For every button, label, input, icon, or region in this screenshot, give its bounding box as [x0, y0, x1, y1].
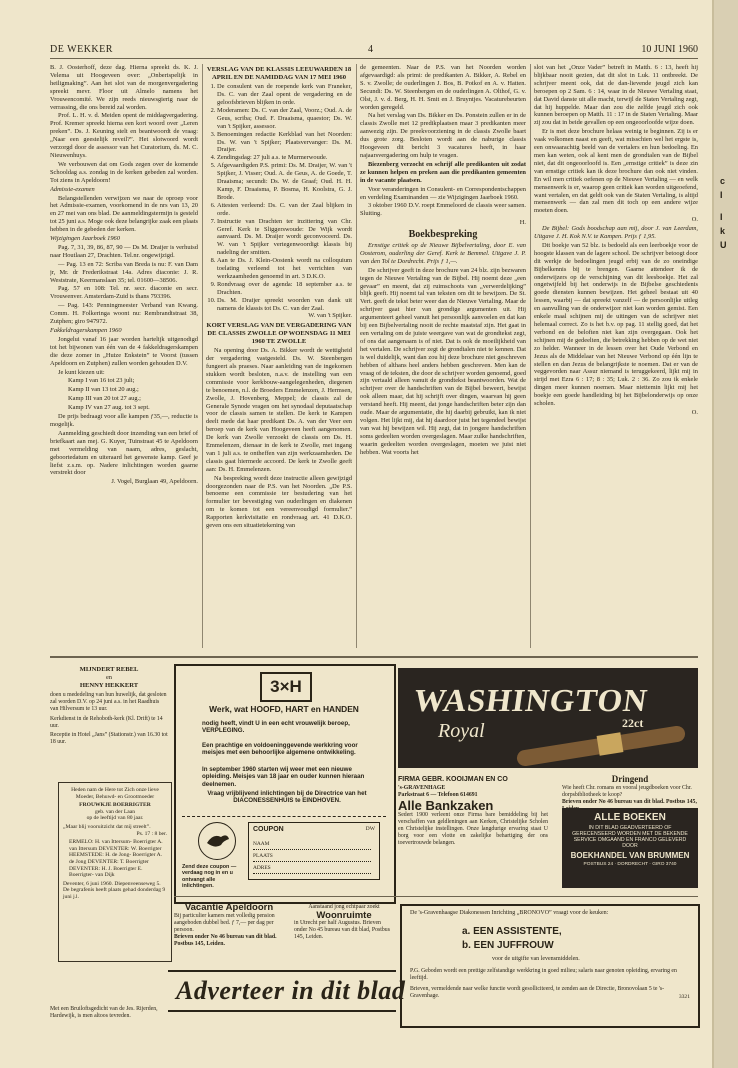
- coupon-box[interactable]: [248, 822, 380, 880]
- ad-text: in Utrecht per half Augustus. Brieven onder No 45 bureau van dit blad, Postbus 145, Leiden.: [294, 920, 390, 940]
- death-notice: [58, 782, 172, 962]
- funeral-note: De begrafenis heeft plaats gehad donderdag 9 juni j.l.: [63, 887, 166, 900]
- firm-city: 's-GRAVENHAGE: [398, 785, 446, 791]
- verslag-list: [206, 83, 352, 312]
- ad-divider: [174, 896, 698, 897]
- article-text: De prijs bedraagt voor alle kampen ƒ35,—, reductie is mogelijk.: [50, 413, 198, 428]
- article-text: Pag. 57 en 108: Tel. nr. secr. diaconie en secr. Vrouwenver. Amsterdam-Zuid is thans 793396.: [50, 285, 198, 301]
- list-item: 10. Ds. M. Draijer spreekt woorden van dank uit namens de klassis tot Ds. C. van der Zaal.: [217, 297, 352, 313]
- signature: O.: [691, 408, 698, 416]
- firm-name: FIRMA GEBR. KOOIJMAN EN CO: [398, 776, 508, 783]
- place-date: Deventer, 6 juni 1960. Diepenveenseweg 5.: [63, 880, 161, 887]
- ad-reply: Brieven, vermeldende naar welke functie wordt gesolliciteerd, te zenden aan de Directie, Bronovolaan 5 te 's-Gravenhage.: [410, 986, 665, 999]
- article-text: Na het verslag van Ds. Bikker en Ds. Ponstein zullen er in de classis Zwolle met 12 predikplaatsen maar 3 predikanten meer aanwezig zijn. De preekvoorziening in de classis Zwolle baart dus grote zorg. Besloten wordt aan de naburige classis Hoogeveen dit bericht 3 vacatures heeft, in haar najaarsvergadering om hulp te vragen.: [360, 112, 526, 159]
- article-text: 3 oktober 1960 D.V. roept Emmeloord de classis weer samen. Sluiting.: [360, 202, 526, 218]
- vacancy-b: b. EEN JUFFROUW: [462, 940, 554, 951]
- family-list: ERMELO: H. van Ittersum- Boerrigter A. van Ittersum DEVENTER: W. Boerrigter HEEMSTEDE: H. de Jong- Boerrigter A. de Jong DEVENTER: T. Boerrigter DEVENTER: H. J. Boerrigter E. Boerrigter- van Dijk: [69, 839, 163, 879]
- article-text: Voor veranderingen in Consulent- en Correspondentschappen en verdeling Examinanden — zie Wijzigingen Jaarboek 1960.: [360, 185, 526, 201]
- announcement-text: doen u mededeling van hun huwelijk, dat gesloten zal worden D.V. op 24 juni a.s. in het Raadhuis van Hilversum te 13 uur.: [50, 692, 167, 713]
- kamp-item: Kamp III van 20 tot 27 aug.;: [68, 395, 141, 403]
- notice-intro: Heden nam de Here tot Zich onze lieve Moeder, Behuwd- en Grootmoeder: [71, 787, 159, 800]
- coupon-field-name[interactable]: NAAM: [253, 841, 371, 850]
- column-divider: [202, 64, 203, 648]
- ad-title: Alle Bankzaken: [398, 798, 494, 813]
- bronovo-job-ad: [400, 904, 700, 1028]
- article-heading: VERSLAG VAN DE KLASSIS LEEUWARDEN 18 APRIL EN DE NAMIDDAG VAN 17 MEI 1960: [206, 66, 352, 81]
- section-divider: [50, 656, 698, 658]
- washington-cigar-ad: [398, 668, 698, 768]
- ad-code: 3321: [678, 994, 690, 1000]
- ad-title: Woonruimte: [316, 910, 372, 921]
- edge-letter: k: [720, 226, 726, 236]
- page-header: [50, 44, 698, 59]
- column-1: [50, 64, 198, 654]
- article-text: Pag. 7, 31, 39, 86, 87, 90 — Ds M. Draijer is verhuisd naar Houtlaan 27, Drachten. Tel.nr. ongewijzigd.: [50, 243, 198, 259]
- product-name: Royal: [438, 720, 485, 742]
- ad-text: Wie heeft Chr. romans en vooral jeugdboeken voor Chr. dorpsbibliotheek te koop?: [562, 785, 692, 798]
- article-text: Jongelui vanaf 16 jaar worden hartelijk uitgenodigd tot het bijwonen van één van de 4 fakkeldragerskampen die deze zomer in „Huize Enkstein” te Voorst (tussen Apeldoorn en Zutphen) zullen worden gehouden D.V.: [50, 335, 198, 367]
- advertise-slogan: Adverteer in dit blad: [176, 976, 406, 1005]
- maiden-name: geb. van der Laan: [94, 808, 136, 815]
- wedding-poem-ad: Met een Bruiloftsgedicht van de Jes. Rijerden, Hardewijk, is men altoos tevreden.: [50, 1006, 158, 1019]
- list-item: 6. Attesten verleend: Ds. C. van der Zaal blijken in orde.: [217, 202, 352, 218]
- ad-paragraph: Een prachtige en voldoeninggevende werkkring voor meisjes met een behoorlijke algemene ontwikkeling.: [202, 742, 358, 757]
- column-3: [360, 64, 526, 654]
- cigar-band: [597, 732, 624, 756]
- signature: O.: [691, 216, 698, 224]
- article-text: Aanmelding geschiedt door inzending van een brief of briefkaart aan mej. G. Kuyer, Tuinstraat 45 te Apeldoorn met vermelding van naam, adres, geslacht, geboortedatum en uiteraard het gewenste kamp. Geef je liefst z.s.m. op. Nadere inlichtingen worden gaarne verstrekt door: [50, 429, 198, 477]
- section-heading: Fakkeldragerskampen 1960: [50, 327, 122, 334]
- ad-intro: Aanstaand jong echtpaar zoekt: [308, 904, 380, 910]
- age: op de leeftijd van 80 jaar.: [86, 815, 144, 822]
- list-item: 8. Aan te Ds. J. Klein-Oostenk wordt na colloquium toelating verleend tot het verrichten van werkzaamheden genoemd in art. 3 D.K.O.: [217, 257, 352, 281]
- edge-letter: I: [720, 212, 723, 222]
- ad-title: Dringend: [611, 774, 649, 784]
- bank-ad: [398, 776, 548, 888]
- list-item: 1. De consulent van de roepende kerk van Franeker, Ds. C. van der Zaal opent de vergadering en de geloofsbrieven blijken in orde.: [217, 83, 352, 107]
- ad-subtitle: nodig heeft, vindt U in een echt vrouwelijk beroep, VERPLEGING.: [202, 720, 350, 735]
- column-2: [206, 64, 352, 652]
- edge-letter: c: [720, 176, 726, 186]
- column-divider: [356, 64, 357, 648]
- bookshop-address: POSTBUS 24 · DORDRECHT · GIRO 3740: [583, 862, 677, 867]
- coupon-label: COUPON: [253, 826, 284, 833]
- vacancy-purpose: voor de uitgifte van levensmiddelen.: [492, 956, 580, 962]
- nursing-ad: [174, 664, 396, 904]
- ad-paragraph: Vraag vrijblijvend inlichtingen bij de Directrice van het DIACONESSENHUIS te EINDHOVEN.: [207, 790, 367, 805]
- housing-ad: [294, 904, 394, 941]
- deceased-name: FROUWKJE BOERRIGTER: [79, 802, 151, 809]
- section-heading: Wijzigingen Jaarboek 1960: [50, 235, 120, 243]
- reception: Receptie in Hotel „Jans” (Stationstr.) van 16.30 tot 18 uur.: [50, 732, 168, 746]
- wedding-announcement: [50, 664, 168, 772]
- ad-text: P.G. Geboden wordt een prettige zelfstandige werkkring in goed milieu; salaris naar genoten opleiding, ervaring en leeftijd.: [410, 968, 677, 981]
- article-text: Dit boekje van 52 blz. is bedoeld als een leerboekje voor de hoogste klassen van de lagere school. De schrijver betoogt door dit werkje de bedoelingen jeugd erbij van de zo oneindige Bijbelkennis bij te brengen. Gaarne attendeer ik de onderwijzers op de verschijning van dit leesboekje. Het zal ongetwijfeld bij het onderwijs in de Bijbelse geschiedenis goede diensten kunnen bewijzen. Het geheel bestaat uit 40 lessen, waarbij — dat spreekt vanzelf — de persoonlijke uitleg en aanvulling van de onderwijzer niet kan worden gemist. Een enkele maal schijnen mij de uitingen van de schrijver niet helemaal correct. Zo is het b.v. op pag. 11 stellig goed, dat het verbond en de beloften niet kan zijn overgegaan. Ook het schijnen mij de gedeelten, die betrekking hebben op de wet niet zo helder. Wanneer in de lessen over het Oude Verbond en Jezus als de Middelaar van het Nieuwe Verbond op één lijn te stellen en dan Jezus de belangrijkste te noemen. Dat er van de veggevorden naar Assur niemand is teruggekeerd, lijkt mij in strijd met Ezra 6 : 17; 8 : 35; Luk. 2 : 36. Zo zou ik enkele dingen meer kunnen noemen. Maar niettemin lijkt mij het boekje een goede handleiding bij het Bijbelonderwijs op onze scholen.: [534, 241, 698, 408]
- kamp-item: Kamp I van 16 tot 23 juli;: [68, 377, 135, 385]
- article-text: B. J. Oosterhoff, deze dag. Hierna spreekt ds. K. J. Velema uit Hoogeveen over: „Onberispelijk in heiligmaking”. Aan het slot van de morgenvergadering spreekt mevr. Floor uit Almelo namens het Vrouwencomité. We zijn reeds nieuwsgierig naar de verrassing, die ons bereid zal worden.: [50, 64, 198, 111]
- list-item: 7. Instructie van Drachten ter inzittering van Chr. Geref. Kerk te Sliggerswoude: De Wijk wordt aanvaard. Ds. M. Draijer wordt geconvoceerd. Ds. W. van 't Spijker vertegenwoordigt klassis bij nadeling der smitten.: [217, 218, 352, 258]
- article-text: — Pag. 143: Penningmeester Verband van Kwang. Comm. H. Folkeringa woont nu: Rembrandtstraat 38, Zutphen; giro 947972.: [50, 302, 198, 326]
- article-text: Na opening door Ds. A. Bikker wordt de wettigheid der vergadering vastgesteld. Ds. W. Steenbergen fungeert als praeses. Naar aanleiding van de ingekomen stukken wordt besloten, n.a.v. de instelling van een commissie voor kerkbouw-aangelegenheden, diegenen te benoemen, n.l. de Broeders Emmelenzen, J. Hermsen, Zwolle, J. Hovenberg, Meppel; de classis zal de Generale Synode vragen om het synodaal deputaatschap voor de classis samen te stellen. De kerk te Kampen deelt mede dat haar predikant Ds. A. van der Veer een beroep van de kerk van Hoogeveen heeft aangenomen. De kerk van Zwolle verzoekt de classis om Ds. H. Emmelenzen, dienaar in de kerk te Zwolle, met ingang van 1 juli a.s. te ontheffen van zijn werkzaamheden. De classis gaat hiermede accoord. De kerk te Zwolle geeft aan: Ds. H. Emmelenzen.: [206, 347, 352, 473]
- section-heading: Boekbespreking: [408, 229, 478, 241]
- page-number: 4: [368, 44, 373, 55]
- brand-name: WASHINGTON: [411, 682, 651, 718]
- coupon-code: DW: [365, 826, 375, 832]
- coupon-cut-line: [182, 816, 386, 817]
- list-item: 9. Rondvraag over de agenda: 18 september a.s. te Drachten.: [217, 281, 352, 297]
- coupon-field-address[interactable]: ADRES: [253, 865, 371, 874]
- article-text: Biezenberg verzocht en schrijf alle predikanten uit zodat ze kunnen helpen en preken aan die predikanten gemeenten in de vacante plaatsen.: [360, 160, 526, 184]
- article-text: De schrijver geeft in deze brochure van 24 blz. zijn bezwaren tegen de Nieuwe Vertaling van de Bijbel. Hij noemt deze „een gevaar” en meent, dat zij ruimschoots van „verwerdelijking” blijk geeft. Hij noemt tal van teksten om dit te bewijzen. De St. Vert. geeft de tekst beter weer dan de Nieuwe Vertaling. Maar de schrijver gaat hier van grondige argumenten uit. Hij argumenteert geheel vanuit het persoonlijk aanvoelen en dat kan bij een Bijbelvertaling nooit de rechte maatstaf zijn. Het gaat in een vertaling om de juiste weergave van wat de grondtekst zegt, of ons dat aangenaam is of niet. Dat is ook de moeilijkheid van het vertalen. De schrijver zegt de grondtalen niet te kennen. Dat is wel duidelijk, want dan zou hij deze brochure niet geschreven hebben of althans heel anders hebben geschreven. Men kan de vraag of de teksten, die door de schrijver worden genoemd, goed zijn vertaald alleen vanuit de grondtekst beantwoorden. Wat de schrijver over de handschriften van de Bijbel beweert, bewijst ook alleen maar, dat hij schrijft over dingen, waarvan hij geen verstand heeft. Hij meent, dat jonge handschriften beter zijn dan oude. Maar de argumentatie, die hij daarbij gebruikt, kan ik niet volgen. Het lijkt mij, dat hij daardoor juist het tegendeel bewijst van wat hij bewijzen wil. Hij zegt, dat in jongere handschriften soms gedeelten worden overgeslagen. Maar zulke handschriften, waarin gedeelten worden overgeslagen, moeten we juist niet hebben. Wat voorts het: [360, 266, 526, 456]
- article-heading: KORT VERSLAG VAN DE VERGADERING VAN DE CLASSIS ZWOLLE OP WOENSDAG 11 MEI 1960 TE ZWOLLE: [206, 322, 352, 345]
- ad-reply: Brieven onder No 46 bureau van dit blad. Postbus 145, Leiden.: [174, 934, 277, 947]
- ad-text: IN DIT BLAD GEADVERTEERD OF GERECENSEERD WORDEN MET DE BEKENDE SERVICE OMGAAND EN FRANCO GELEVERD DOOR: [572, 825, 688, 849]
- article-text: Er is met deze brochure helaas weinig te beginnen. Zij is er vaak volkomen naast en geeft, wat misschien wel het ergste is, een onwaarachtig beeld van de vertalers en hun bedoeling. En men kan weten, ook al kent men de grondtalen van de Bijbel niet, dat dit ongeoorloofd is. Een „ernstige critiek” is deze zin van ernstige critiek kan ik deze brochure dan ook niet vinden. En wil men critiek oefenen op de Nieuwe Vertaling — en welk mensenwerk is er, waarop geen critiek kan worden uitgeoefend, want vertalen, en dat geldt ook van de Staten Vertaling, is altijd mensenwerk — dan zal men dit toch op een andere wijze moeten doen.: [534, 128, 698, 215]
- ad-title: ALLE BOEKEN: [594, 812, 666, 823]
- list-item: 2. Moderamen: Ds. C. van der Zaal, Voorz.; Oud. A. de Geus, scriba; Oud. F. Draaisma, quaestor; Ds. W. van 't Spijker, assessor.: [217, 107, 352, 131]
- list-item: 5. Afgevaardigden P.S. primi: Ds. M. Draijer, W. van 't Spijker, J. Visser; Oud. A. de Geus, A. de Goede, T. Draaisma; secundi: Ds. W. de Graaf; Oud. H. H. Kamp, F. Draaisma, P. Bosma, H. Koolstra, G. J. Brode.: [217, 162, 352, 202]
- section-heading: Admissie-examen: [50, 185, 95, 193]
- decor-line: [168, 970, 396, 972]
- 3xh-badge: 3×H: [260, 672, 312, 702]
- price: 22ct: [622, 716, 644, 730]
- firm-address: Parkstraat 6 — Telefoon 614691: [398, 792, 478, 798]
- bride-name: HENNY HEKKERT: [79, 681, 139, 689]
- ad-title: Werk, wat HOOFD, HART en HANDEN: [209, 704, 359, 714]
- list-item: 3. Benoemingen redactie Kerkblad van het Noorden: Ds. W. van 't Spijker; Plaatsvervanger: Ds. M. Draijer.: [217, 131, 352, 155]
- bookshop-name: BOEKHANDEL VAN BRUMMEN: [570, 851, 690, 860]
- article-text: Je kunt kiezen uit:: [58, 368, 105, 376]
- book-title: Ernstige critiek op de Nieuwe Bijbelvertaling, door E. van Oosterom, ouderling der Geref. Kerk te Bemmel. Uitgave J. P. van den Tol te Dordrecht. Prijs ƒ 1,—.: [360, 242, 526, 265]
- edge-letter: I: [720, 190, 723, 200]
- coupon-instruction: Zend deze coupon — verdaag nog in en u ontvangt alle inlichtingen.: [182, 864, 237, 890]
- signature: J. Vogel, Burglaan 49, Apeldoorn.: [111, 478, 198, 486]
- article-text: de gemeenten. Naar de P.S. van het Noorden worden afgevaardigd: als primi: de predikanten A. Bikker, A. Rebel en S. v. Zwolle; de ouderlingen J. Bos, B. Potkof en A. v. Hatten. Secundi: Ds. W. Steenbergen en de ouderlingen A. Olthof, G. v. Olst, J. v. d. Berg, H. H. Smit en J. Bruyntjes. Vacaturebeurten worden geregeld.: [360, 64, 526, 111]
- ad-title: Vacantie Apeldoorn: [184, 902, 274, 913]
- connector: en: [105, 673, 113, 681]
- column-4: [534, 64, 698, 654]
- dove-icon: [198, 822, 236, 860]
- bible-quote: „Maar blij vooruitzicht dat mij streelt”.: [63, 823, 151, 830]
- issue-date: 10 JUNI 1960: [641, 44, 698, 55]
- edge-letter: U: [720, 240, 727, 250]
- signature: W. van 't Spijker.: [308, 312, 352, 320]
- groom-name: MIJNDERT REBEL: [79, 666, 139, 673]
- signature: H.: [519, 219, 526, 227]
- article-text: We verbouwen dat om Gods zegen over de komende Schooldag a.s. zondag in de kerken gebeden zal worden. Tot ziens in Apeldoorn!: [50, 160, 198, 184]
- ad-text: Bij particulier kamers met volledig pension aangeboden dubbel bed. ƒ 7,— per dag per persoon.: [174, 913, 275, 933]
- article-text: — Pag. 13 en 72: Scriba van Breda is nu: F. van Dam jr, Mr. dr Frederikstraat 14a. Adres diaconie: J. R. Weststrate, Keermanslaan 35; tel. 01600—38506.: [50, 260, 198, 284]
- column-divider: [530, 64, 531, 648]
- article-text: slot van het „Onze Vader” betreft in Matth. 6 : 13, heeft hij blijkbaar nooit gezien, dat dit slot in Luk. 11 ontbreekt. De schrijver meent ook, dat de dan-lievende jeugd zich kan beroepen op 2 Sam. 6 : 14, waar in de Nieuwe Vertaling staat, dat David danste uit alle macht, terwijl de Staten Vertaling zegt, dat hij huppelde. Maar dan zou die zelfde jeugd zich ook kunnen beroepen op Matth. 11 : 17 in de Staten Vertaling. Maar zij zou dat in beide gevallen op een ongeoorloofde wijze doen.: [534, 64, 698, 127]
- vacation-ad: [174, 904, 284, 948]
- ad-intro: De 's-Gravenhaagse Diakonessen Inrichting „BRONOVO” vraagt voor de keuken:: [410, 910, 609, 916]
- book-title: De Bijbel: Gods boodschap aan mij, door J. van Leerdam, Uitgave J. H. Kok N.V. te Kampen. Prijs ƒ 1,95.: [534, 225, 698, 241]
- article-text: Na bespreking wordt deze instructie alleen gewijzigd doorgezonden naar de P.S. van het Noorden. „De P.S. benoeme een commissie ter bestudering van het formulier ter bevestiging van ouderlingen en diakenen om te komen tot een vereenvoudigd formulier.” Rapporten kerkvisitatie en rondvraag art. 41 D.K.O. geven ons een situatietekening van: [206, 474, 352, 530]
- decor-line: [168, 1010, 396, 1012]
- ad-paragraph: In september 1960 starten wij weer met een nieuwe opleiding. Meisjes van 18 jaar en ouder kunnen hieraan deelnemen.: [202, 766, 365, 788]
- paper-name: DE WEKKER: [50, 44, 113, 55]
- church-service: Kerkdienst in de Rehoboth-kerk (Kl. Drift) te 14 uur.: [50, 716, 163, 730]
- article-text: Belangstellenden verwijzen we naar de oproep voor het Admissie-examen, voorkomend in de nrs van 13, 20 en 27 mei van ons blad. De aanmeldingstermijn is gesteld tot 25 juni a.s. Moge ook deze belangrijke zaak een plaats hebben in de gebeden der kerken.: [50, 194, 198, 234]
- kamp-item: Kamp II van 13 tot 20 aug.;: [68, 386, 139, 394]
- psalm-ref: Ps. 17 : 8 ber.: [136, 830, 167, 837]
- kamp-item: Kamp IV van 27 aug. tot 3 sept.: [68, 404, 150, 412]
- article-text: Prof. L. H. v. d. Meiden opent de middagvergadering. Prof. Kremer spreekt hierna een kort woord over „Leren preken”. Ds. J. Keuning stelt en beantwoordt de vraag: „Naar een geestelijk reveil?”. Het slotwoord wordt verzorgd door de assessor van het Curatorium, ds. M. C. Nieuwenhuys.: [50, 112, 198, 159]
- ad-reply: Brieven onder No 46 bureau van dit blad. Postbus 145,: [562, 799, 697, 805]
- coupon-field-place[interactable]: PLAATS: [253, 853, 371, 862]
- vacancy-a: a. EEN ASSISTENTE,: [462, 926, 562, 937]
- ad-text: Sedert 1900 verleent onze Firma bare bemiddeling bij het verschaffen van geldleningen aan Kerken, Christelijke Scholen en Christelijke instellingen. Onze langdurige ervaring staat U borg voor een vlotte en zakelijke behartiging der ons toevertrouwde belangen.: [398, 812, 548, 846]
- list-item: 4. Zendingsdag: 27 juli a.s. te Murmerwoude.: [217, 154, 352, 162]
- bookshop-ad: [562, 808, 698, 888]
- adjacent-page-edge: [712, 0, 738, 1068]
